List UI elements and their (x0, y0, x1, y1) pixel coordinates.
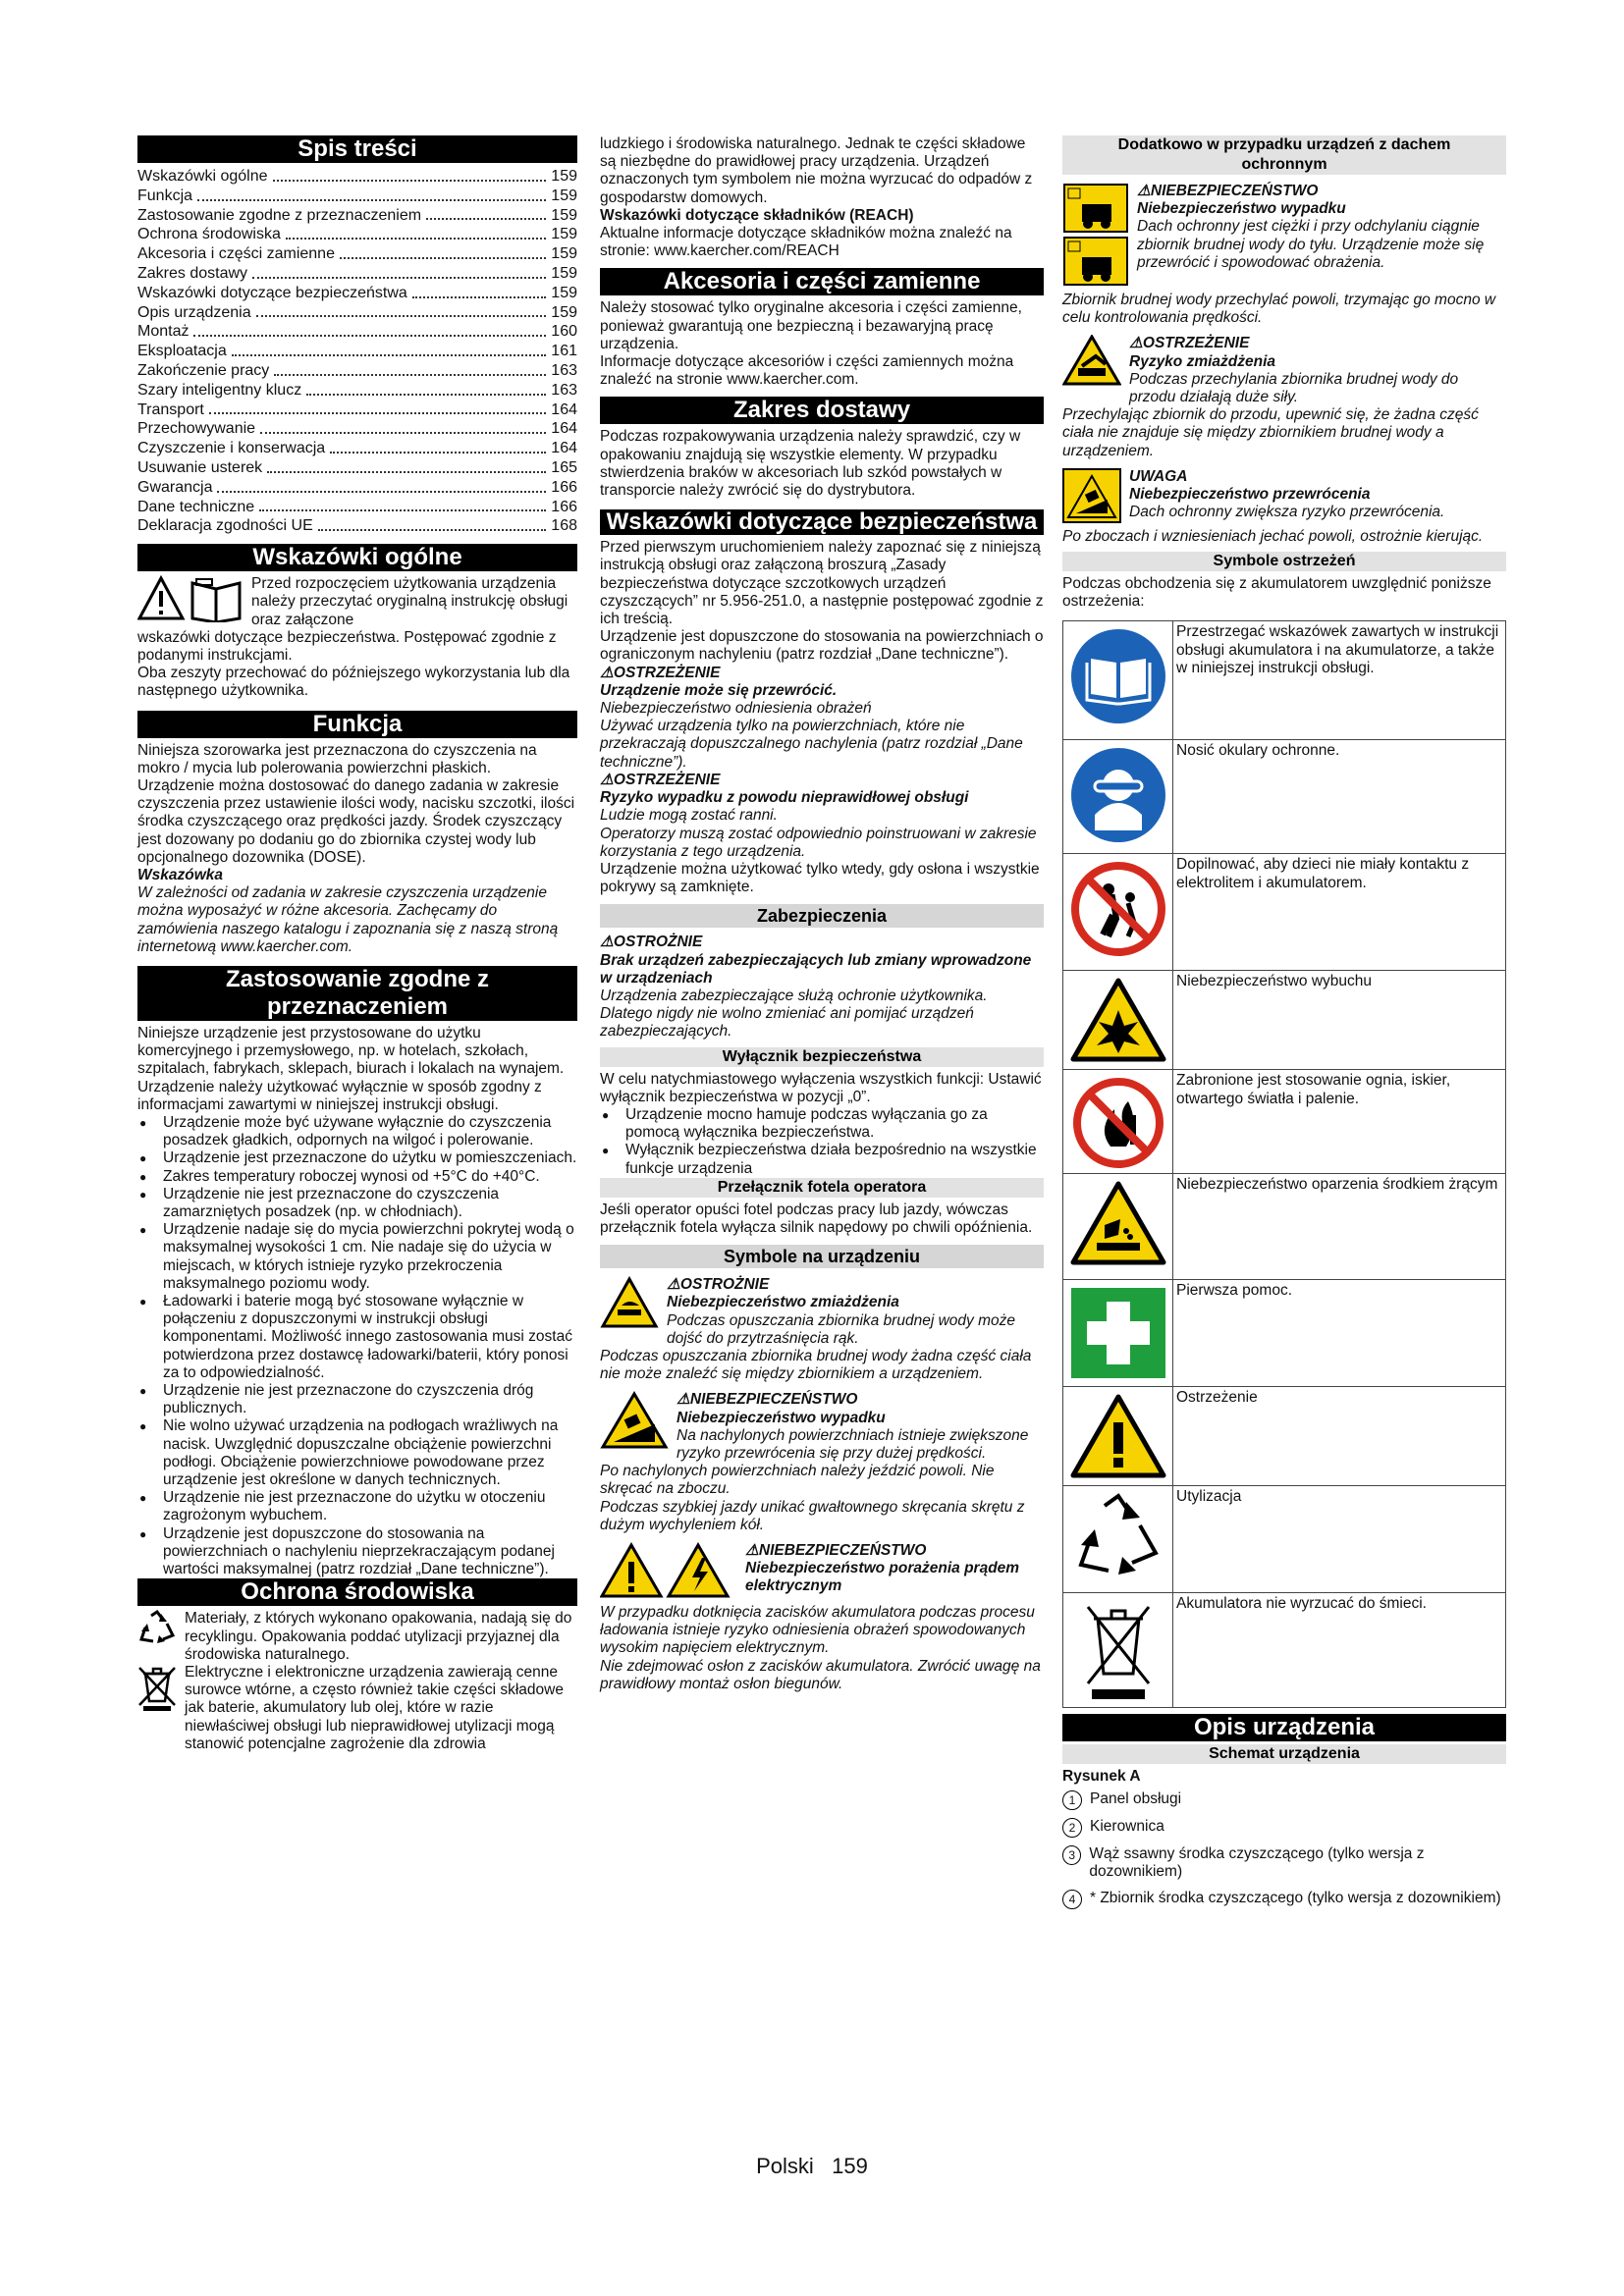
safety-p1: Przed pierwszym uruchomieniem należy zapoznać się z niniejszą instrukcją obsługi oraz załączoną broszurą „Zasady bezpieczeństwa dotyczące szczotkowych urządzeń czyszczących” nr 5.956-251.0, a następnie postępować zgodnie z ich treścią. (600, 539, 1044, 628)
environment-p3: ludzkiego i środowiska naturalnego. Jednak te części składowe są niezbędne do prawidłowej pracy urządzenia. Urządzeń oznaczonych tym symbolem nie można wyrzucać do odpadów z gospodarstw domowych. (600, 135, 1033, 206)
toc-leader (232, 354, 547, 356)
intended-item: ● Ładowarki i baterie mogą być stosowane wyłącznie w połączeniu z dopuszczonymi w instrukcji obsługi komponentami. Możliwość innego zastosowania musi zostać potwierdzona przez dostawcę ładowarki/baterii, który ponosi za to odpowiedzialność. (137, 1293, 577, 1382)
device-symbols-heading: Symbole na urządzeniu (600, 1245, 1044, 1268)
s3-l2: Nie zdejmować osłon z zacisków akumulatora. Zwrócić uwagę na prawidłowy montaż osłon biegunów. (600, 1657, 1041, 1692)
page-footer (0, 2154, 1624, 2179)
toc-entry[interactable] (137, 342, 577, 361)
s2-l1: Na nachylonych powierzchniach istnieje zwiększone ryzyko przewrócenia się przy dużej prędkości. (677, 1426, 1029, 1462)
symbol-row (1062, 1174, 1506, 1280)
safety-p2: Urządzenie jest dopuszczone do stosowania na powierzchniach o ograniczonym nachyleniu (patrz rozdział „Dane techniczne”). (600, 628, 1044, 664)
accessories-heading: Akcesoria i części zamienne (600, 268, 1044, 295)
reach-text: Aktualne informacje dotyczące składników można znaleźć na stronie: www.kaercher.com/REACH (600, 225, 1012, 260)
roof-r1 (1062, 183, 1506, 292)
toc-entry[interactable] (137, 322, 577, 342)
device-heading: Opis urządzenia (1062, 1714, 1506, 1741)
function-note-title: Wskazówka (137, 866, 224, 883)
r3-l2: Po zboczach i wzniesieniach jechać powoli, ostrożnie kierując. (1062, 527, 1484, 545)
warning-book-icons (137, 575, 244, 629)
roof-r2 (1062, 335, 1506, 406)
toc-leader (273, 180, 547, 182)
column-3 (1062, 135, 1506, 1917)
symbol-row (1062, 740, 1506, 854)
toc-entry-label: Szary inteligentny klucz (137, 381, 302, 399)
device-part-item (1062, 1890, 1506, 1909)
toc-entry[interactable] (137, 400, 577, 420)
environment-weee (137, 1664, 577, 1753)
symbol-row (1062, 971, 1506, 1070)
symbol-row (1062, 620, 1506, 740)
symbol-text: Niebezpieczeństwo wybuchu (1176, 973, 1373, 990)
column-1 (137, 135, 577, 1753)
general-keep: Oba zeszyty przechować do późniejszego wykorzystania lub dla następnego użytkownika. (137, 665, 570, 700)
safety-w2-l2: Operatorzy muszą zostać odpowiednio poinstruowani w zakresie korzystania z tego urządzenia. (600, 825, 1037, 860)
toc-leader (260, 432, 546, 434)
symbol-text: Przestrzegać wskazówek zawartych w instrukcji obsługi akumulatora i na akumulatorze, a także w niniejszej instrukcji obsługi. (1176, 623, 1499, 676)
toc-entry-page: 163 (551, 381, 577, 399)
toc-leader (426, 218, 546, 220)
toc-entry-label: Dane techniczne (137, 498, 255, 515)
toc-entry-page: 164 (551, 440, 577, 457)
s2-l3: Podczas szybkiej jazdy unikać gwałtownego skręcania skrętu z dużym wychyleniem kół. (600, 1498, 1025, 1533)
switch-list (600, 1106, 1044, 1178)
function-p2: Urządzenie można dostosować do danego zadania w zakresie czyszczenia przez ustawienie ilości wody, nacisku szczotki, ilości środka czyszczącego oraz prędkości jazdy. Środek czyszczący jest dozowany po dodaniu go do zbiornika czystej wody lub opcjonalnego dozownika (DOSE). (137, 776, 575, 866)
toc-entry[interactable] (137, 264, 577, 284)
symbol-text: Ostrzeżenie (1176, 1389, 1258, 1407)
footer-language: Polski (756, 2154, 814, 2178)
symbol-text: Pierwsza pomoc. (1176, 1282, 1293, 1300)
part-label: * Zbiornik środka czyszczącego (tylko wersja z dozownikiem) (1090, 1889, 1501, 1906)
safety-w1-l1: Niebezpieczeństwo odniesienia obrażeń (600, 700, 872, 718)
symbol-text: Akumulatora nie wyrzucać do śmieci. (1176, 1595, 1427, 1613)
toc-leader (217, 491, 546, 493)
safety-w1-l2: Używać urządzenia tylko na powierzchniach, które nie przekraczają dopuszczalnego nachylenia (patrz rozdział „Dane techniczne”). (600, 718, 1023, 771)
protection-heading: Zabezpieczenia (600, 904, 1044, 928)
eye-protection-icon (1063, 740, 1173, 853)
symbol-row (1062, 1280, 1506, 1387)
r3-title: Niebezpieczeństwo przewrócenia (1129, 486, 1371, 504)
safety-w1-label: ⚠OSTRZEŻENIE (600, 664, 721, 681)
s2-l2: Po nachylonych powierzchniach należy jeździć powoli. Nie skręcać na zboczu. (600, 1463, 995, 1498)
intended-list (137, 1114, 577, 1578)
toc-entry-page: 168 (551, 517, 577, 535)
toc-entry-page: 159 (551, 206, 577, 224)
r1-l2: Zbiornik brudnej wody przechylać powoli, trzymając go mocno w celu kontrolowania prędkości. (1062, 292, 1496, 327)
toc-entry[interactable] (137, 361, 577, 381)
toc-entry-label: Opis urządzenia (137, 303, 251, 321)
safety-w1-title: Urządzenie może się przewrócić. (600, 681, 838, 699)
toc-entry-page: 165 (551, 458, 577, 476)
toc-leader (286, 238, 546, 240)
toc-entry-label: Deklaracja zgodności UE (137, 517, 313, 535)
warning-icon (1063, 1387, 1173, 1485)
warning-symbols-intro: Podczas obchodzenia się z akumulatorem uwzględnić poniższe ostrzeżenia: (1062, 575, 1491, 611)
intended-item: ● Urządzenie nadaje się do mycia powierzchni pokrytej wodą o maksymalnej wysokości 1 cm. Nie nadaje się do użycia w miejscach, w których istnieje ryzyko przekroczenia maksymalnego poziomu wody. (137, 1221, 577, 1293)
intended-item: ● Urządzenie nie jest przeznaczone do użytku w otoczeniu zagrożonym wybuchem. (137, 1489, 577, 1524)
s3-l1: W przypadku dotknięcia zacisków akumulatora podczas procesu ładowania istnieje ryzyko odniesienia obrażeń spowodowanych wysokim napięciem elektrycznym. (600, 1604, 1035, 1657)
switch-item: ● Urządzenie mocno hamuje podczas wyłączania go za pomocą wyłącznika bezpieczeństwa. (600, 1106, 1044, 1142)
symbol-text: Nosić okulary ochronne. (1176, 742, 1340, 760)
device-subheading: Schemat urządzenia (1062, 1744, 1506, 1764)
switch-item: ● Wyłącznik bezpieczeństwa działa bezpośrednio na wszystkie funkcje urządzenia (600, 1142, 1044, 1177)
toc-entry[interactable] (137, 225, 577, 244)
toc-leader (197, 199, 546, 201)
device-part-item (1062, 1845, 1506, 1882)
intended-item: ● Urządzenie może być używane wyłącznie do czyszczenia posadzek gładkich, odpornych na wilgoć i polerowanie. (137, 1114, 577, 1149)
general-intro-text: Przed rozpoczęciem użytkowania urządzenia należy przeczytać oryginalną instrukcję obsługi oraz załączone (251, 575, 568, 628)
reach-title: Wskazówki dotyczące składników (REACH) (600, 206, 914, 224)
general-cont: wskazówki dotyczące bezpieczeństwa. Postępować zgodnie z podanymi instrukcjami. (137, 628, 557, 664)
toc-entry[interactable] (137, 381, 577, 400)
symbol-row (1062, 1387, 1506, 1486)
toc-entry[interactable] (137, 458, 577, 478)
crossed-bin-icon (137, 1664, 177, 1753)
device-parts-list (1062, 1790, 1506, 1909)
toc-entry[interactable] (137, 167, 577, 187)
protection-title: Brak urządzeń zabezpieczających lub zmiany wprowadzone w urządzeniach (600, 951, 1032, 987)
symbol-row (1062, 1070, 1506, 1174)
r2-label: ⚠OSTRZEŻENIE (1129, 335, 1250, 352)
r1-title: Niebezpieczeństwo wypadku (1137, 200, 1346, 218)
s2-label: ⚠NIEBEZPIECZEŃSTWO (677, 1391, 858, 1409)
intended-item: ● Zakres temperatury roboczej wynosi od +5°C do +40°C. (137, 1168, 577, 1186)
toc-entry-label: Zakończenie pracy (137, 361, 270, 379)
symbol-row (1062, 854, 1506, 971)
part-number: 4 (1062, 1890, 1082, 1909)
protection-l2: Dlatego nigdy nie wolno zmieniać ani pomijać urządzeń zabezpieczających. (600, 1005, 974, 1041)
first-aid-icon (1063, 1280, 1173, 1386)
warning-symbols-heading: Symbole ostrzeżeń (1062, 552, 1506, 571)
toc-heading: Spis treści (137, 135, 577, 163)
r1-l1: Dach ochronny jest ciężki i przy odchylaniu ciągnie zbiornik brudnej wody do tyłu. Urządzenie może się przewrócić i spowodować obrażenia. (1137, 218, 1485, 271)
seat-text: Jeśli operator opuści fotel podczas pracy lub jazdy, wówczas przełącznik fotela wyłącza silnik napędowy po chwili opóźnienia. (600, 1201, 1033, 1236)
switch-text: W celu natychmiastowego wyłączenia wszystkich funkcji: Ustawić wyłącznik bezpieczeństwa w pozycji „0”. (600, 1070, 1042, 1105)
toc-entry-label: Akcesoria i części zamienne (137, 245, 335, 263)
s3-label: ⚠NIEBEZPIECZEŃSTWO (745, 1542, 927, 1559)
toc-leader (340, 257, 546, 259)
no-children-icon (1063, 854, 1173, 970)
toc-entry-label: Ochrona środowiska (137, 226, 281, 243)
toc-entry[interactable] (137, 419, 577, 439)
delivery-p1: Podczas rozpakowywania urządzenia należy sprawdzić, czy w opakowaniu znajdują się wszystkie elementy. W przypadku stwierdzenia braków w akcesoriach lub szkód powstałych w transporcie należy zwrócić się do dystrybutora. (600, 428, 1021, 500)
switch-heading: Wyłącznik bezpieczeństwa (600, 1047, 1044, 1067)
crush-hand-icon (600, 1276, 659, 1348)
safety-w2-p: Urządzenie można użytkować tylko wtedy, gdy osłona i wszystkie pokrywy są zamknięte. (600, 860, 1040, 896)
toc-leader (259, 509, 546, 511)
s1-l1: Podczas opuszczania zbiornika brudnej wody może dojść do przytrzaśnięcia rąk. (667, 1311, 1015, 1347)
toc-leader (330, 452, 546, 454)
seat-heading: Przełącznik fotela operatora (600, 1178, 1044, 1198)
intended-item: ● Urządzenie jest dopuszczone do stosowania na powierzchniach o nachyleniu nieprzekraczającym podanej wartości maksymalnej (patrz rozdział „Dane techniczne”). (137, 1525, 577, 1579)
intended-item: ● Nie wolno używać urządzenia na podłogach wrażliwych na nacisk. Uwzględnić dopuszczalne obciążenie powierzchni podłogi. Obciążenie powierzchniowe powodowane przez urządzenie jest określone w danych technicznych. (137, 1417, 577, 1489)
s1-label: ⚠OSTROŻNIE (667, 1276, 770, 1294)
toc-leader (209, 412, 546, 414)
toc-leader (306, 394, 546, 396)
function-note: W zależności od zadania w zakresie czyszczenia urządzenie można wyposażyć w różne akcesoria. Zachęcamy do zamówienia naszego katalogu i zapoznania się z naszą stroną internetową www.kaercher.com. (137, 884, 559, 955)
toc-entry[interactable] (137, 244, 577, 264)
toc-entry-page: 163 (551, 361, 577, 379)
toc-leader (412, 296, 547, 298)
toc-entry[interactable] (137, 439, 577, 458)
crush-warning (600, 1276, 1044, 1348)
toc-entry[interactable] (137, 303, 577, 323)
toc-entry-label: Transport (137, 400, 204, 418)
environment-heading: Ochrona środowiska (137, 1578, 577, 1606)
environment-p1: Materiały, z których wykonano opakowania, nadają się do recyklingu. Opakowania poddać utylizacji przyjaznej dla środowiska naturalnego. (185, 1610, 572, 1663)
device-part-item (1062, 1818, 1506, 1838)
toc-entry-label: Zastosowanie zgodne z przeznaczeniem (137, 206, 422, 224)
symbol-text: Zabronione jest stosowanie ognia, iskier, otwartego światła i palenie. (1176, 1072, 1451, 1107)
toc-entry[interactable] (137, 206, 577, 226)
safety-w2-title: Ryzyko wypadku z powodu nieprawidłowej obsługi (600, 789, 969, 807)
corrosive-icon (1063, 1174, 1173, 1279)
toc-entry-label: Zakres dostawy (137, 264, 248, 282)
environment-p2: Elektryczne i elektroniczne urządzenia zawierają cenne surowce wtórne, a często również takie części składowe jak baterie, akumulatory lub olej, które w razie niewłaściwej obsługi lub nieprawidłowej utylizacji mogą stanowić potencjalne zagrożenie dla zdrowia (185, 1663, 564, 1752)
toc-entry[interactable] (137, 478, 577, 498)
warning-electric-icons (600, 1542, 737, 1604)
r2-title: Ryzyko zmiażdżenia (1129, 352, 1276, 370)
intended-item: ● Urządzenie nie jest przeznaczone do czyszczenia dróg publicznych. (137, 1382, 577, 1417)
toc-entry[interactable] (137, 516, 577, 536)
accessories-p1: Należy stosować tylko oryginalne akcesoria i części zamienne, ponieważ gwarantują one bezpieczną i bezawaryjną pracę urządzenia. (600, 299, 1022, 352)
function-heading: Funkcja (137, 711, 577, 738)
toc-leader (318, 529, 547, 531)
toc-entry-page: 159 (551, 187, 577, 204)
read-manual-icon (1063, 621, 1173, 739)
recycling-icon (137, 1610, 177, 1664)
environment-recycle (137, 1610, 577, 1664)
toc-leader (252, 277, 546, 279)
symbol-text: Utylizacja (1176, 1488, 1242, 1506)
toc-leader (256, 315, 547, 317)
s1-l2: Podczas opuszczania zbiornika brudnej wody żadna część ciała nie może znaleźć się między zbiornikiem a urządzeniem. (600, 1347, 1032, 1383)
footer-page-number: 159 (832, 2154, 868, 2178)
s1-title: Niebezpieczeństwo zmiażdżenia (667, 1294, 899, 1311)
warning-symbols-table (1062, 620, 1506, 1708)
roof-tilt-icons (1062, 183, 1129, 292)
intended-item: ● Urządzenie nie jest przeznaczone do czyszczenia zamarzniętych posadzek (np. w chłodniach). (137, 1186, 577, 1221)
device-part-item (1062, 1790, 1506, 1810)
tip-over-icon (1062, 468, 1121, 528)
crossed-bin-icon (1063, 1593, 1173, 1707)
toc-entry-label: Gwarancja (137, 478, 213, 496)
part-label: Wąż ssawny środka czyszczącego (tylko wersja z dozownikiem) (1089, 1844, 1425, 1881)
toc-entry[interactable] (137, 284, 577, 303)
slope-tip-icon (600, 1391, 669, 1463)
accessories-p2: Informacje dotyczące akcesoriów i części zamiennych można znaleźć na stronie www.kaercher.com. (600, 353, 1014, 389)
recycling-icon (1063, 1486, 1173, 1592)
toc-entry[interactable] (137, 187, 577, 206)
toc-leader (274, 374, 546, 376)
r1-label: ⚠NIEBEZPIECZEŃSTWO (1137, 183, 1319, 199)
toc-entry-label: Wskazówki ogólne (137, 168, 268, 185)
symbol-text: Niebezpieczeństwo oparzenia środkiem żrącym (1176, 1176, 1498, 1194)
crush-icon (1062, 335, 1121, 406)
toc-entry-page: 159 (551, 226, 577, 243)
toc-entry[interactable] (137, 498, 577, 517)
toc-entry-page: 160 (551, 323, 577, 341)
delivery-heading: Zakres dostawy (600, 397, 1044, 424)
toc-entry-page: 159 (551, 245, 577, 263)
toc-entry-page: 159 (551, 303, 577, 321)
general-intro (137, 575, 577, 629)
slope-warning (600, 1391, 1044, 1463)
toc-entry-label: Przechowywanie (137, 420, 256, 438)
r3-label: UWAGA (1129, 467, 1188, 485)
safety-w2-l1: Ludzie mogą zostać ranni. (600, 807, 778, 825)
r2-l1: Podczas przechylania zbiornika brudnej wody do przodu działają duże siły. (1129, 370, 1459, 406)
electric-warning (600, 1542, 1044, 1604)
intended-p1: Niniejsze urządzenie jest przystosowane do użytku komercyjnego i przemysłowego, np. w hotelach, szkołach, szpitalach, fabrykach, sklepach, biurach i lokalach na wynajem. Urządzenie należy użytkować wyłącznie w sposób zgodny z informacjami zawartymi w niniejszej instrukcji obsługi. (137, 1025, 565, 1113)
toc-entry-label: Czyszczenie i konserwacja (137, 440, 326, 457)
toc-entry-label: Funkcja (137, 187, 193, 204)
toc-entry-page: 166 (551, 478, 577, 496)
symbol-row (1062, 1593, 1506, 1708)
toc-list (137, 167, 577, 536)
part-number: 2 (1062, 1818, 1082, 1838)
intended-heading: Zastosowanie zgodne z przeznaczeniem (137, 966, 577, 1021)
safety-heading: Wskazówki dotyczące bezpieczeństwa (600, 509, 1044, 535)
explosion-icon (1063, 971, 1173, 1069)
roof-heading: Dodatkowo w przypadku urządzeń z dachem ochronnym (1062, 135, 1506, 175)
roof-r3 (1062, 468, 1506, 528)
r3-l1: Dach ochronny zwiększa ryzyko przewrócenia. (1129, 504, 1445, 521)
no-fire-icon (1063, 1070, 1173, 1173)
symbol-row (1062, 1486, 1506, 1593)
protection-label: ⚠OSTROŻNIE (600, 934, 703, 951)
intended-item: ● Urządzenie jest przeznaczone do użytku w pomieszczeniach. (137, 1149, 577, 1167)
toc-leader (267, 471, 546, 473)
figure-label: Rysunek A (1062, 1768, 1141, 1786)
s3-title: Niebezpieczeństwo porażenia prądem elektrycznym (745, 1560, 1020, 1595)
toc-entry-page: 161 (551, 343, 577, 360)
part-label: Kierownica (1090, 1817, 1164, 1835)
part-label: Panel obsługi (1090, 1789, 1182, 1807)
column-2 (600, 135, 1044, 1693)
toc-entry-page: 159 (551, 284, 577, 301)
toc-entry-page: 159 (551, 168, 577, 185)
toc-entry-page: 166 (551, 498, 577, 515)
toc-entry-label: Wskazówki dotyczące bezpieczeństwa (137, 284, 407, 301)
protection-l1: Urządzenia zabezpieczające służą ochronie użytkownika. (600, 987, 988, 1004)
s2-title: Niebezpieczeństwo wypadku (677, 1409, 886, 1426)
symbol-text: Dopilnować, aby dzieci nie miały kontaktu z elektrolitem i akumulatorem. (1176, 856, 1470, 891)
toc-entry-label: Montaż (137, 323, 189, 341)
safety-w2-label: ⚠OSTRZEŻENIE (600, 771, 721, 788)
general-heading: Wskazówki ogólne (137, 544, 577, 571)
function-p1: Niniejsza szorowarka jest przeznaczona do czyszczenia na mokro / mycia lub polerowania powierzchni płaskich. (137, 741, 537, 776)
part-number: 3 (1062, 1845, 1081, 1865)
toc-entry-page: 164 (551, 400, 577, 418)
toc-entry-page: 159 (551, 264, 577, 282)
toc-entry-label: Eksploatacja (137, 343, 227, 360)
part-number: 1 (1062, 1790, 1082, 1810)
r2-l2: Przechylając zbiornik do przodu, upewnić się, że żadna część ciała nie znajduje się między zbiornikiem brudnej wody a urządzeniem. (1062, 406, 1479, 459)
toc-leader (193, 335, 546, 337)
toc-entry-label: Usuwanie usterek (137, 458, 263, 476)
toc-entry-page: 164 (551, 420, 577, 438)
